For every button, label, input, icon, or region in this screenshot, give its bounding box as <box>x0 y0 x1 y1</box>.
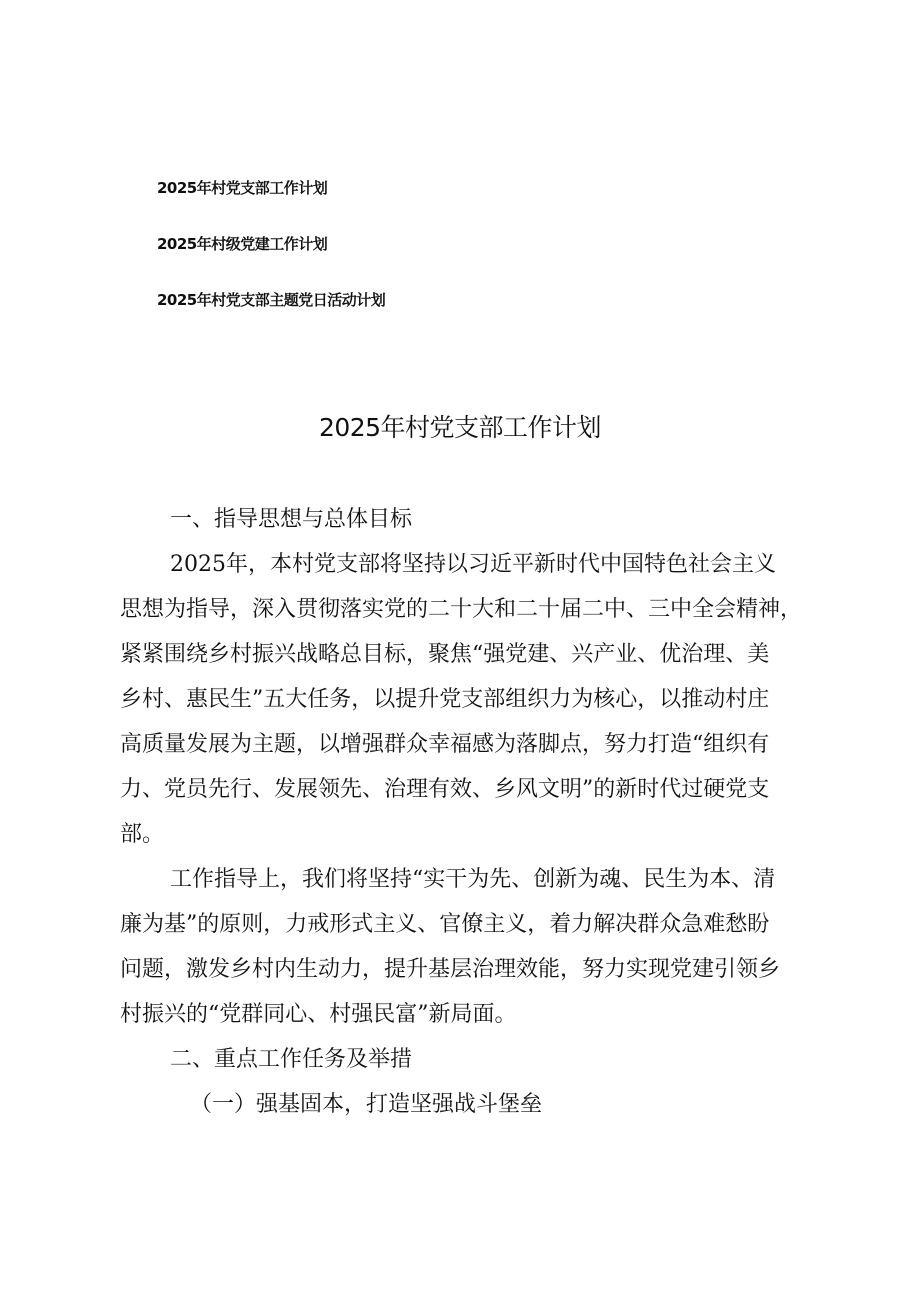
paragraph-line: 村振兴的“党群同心、村强民富”新局面。 <box>120 1002 517 1027</box>
toc-item-3: 2025年村党支部主题党日活动计划 <box>157 291 386 309</box>
paragraph-line: 紧紧围绕乡村振兴战略总目标，聚焦“强党建、兴产业、优治理、美 <box>120 642 770 667</box>
paragraph-line: 2025年，本村党支部将坚持以习近平新时代中国特色社会主义 <box>170 552 776 577</box>
paragraph-line: 问题，激发乡村内生动力，提升基层治理效能，努力实现党建引领乡 <box>120 957 781 982</box>
document-title: 2025年村党支部工作计划 <box>318 413 602 442</box>
paragraph-line: 乡村、惠民生”五大任务，以提升党支部组织力为核心，以推动村庄 <box>120 687 770 712</box>
paragraph-line: 思想为指导，深入贯彻落实党的二十大和二十届二中、三中全会精神， <box>120 597 803 622</box>
toc-item-2: 2025年村级党建工作计划 <box>157 235 328 253</box>
paragraph-line: 廉为基”的原则，力戒形式主义、官僚主义，着力解决群众急难愁盼 <box>120 912 770 937</box>
section-heading-1: 一、指导思想与总体目标 <box>170 507 413 532</box>
toc-item-1: 2025年村党支部工作计划 <box>157 179 328 197</box>
paragraph-line: 力、党员先行、发展领先、治理有效、乡风文明”的新时代过硬党支 <box>120 777 770 802</box>
paragraph-line: 工作指导上，我们将坚持“实干为先、创新为魂、民生为本、清 <box>170 867 776 892</box>
paragraph-line: 高质量发展为主题，以增强群众幸福感为落脚点，努力打造“组织有 <box>120 732 770 757</box>
section-heading-2: 二、重点工作任务及举措 <box>170 1047 413 1072</box>
table-of-contents <box>157 176 385 344</box>
subsection-heading: （一）强基固本，打造坚强战斗堡垒 <box>190 1092 543 1117</box>
paragraph-line: 部。 <box>120 822 165 847</box>
